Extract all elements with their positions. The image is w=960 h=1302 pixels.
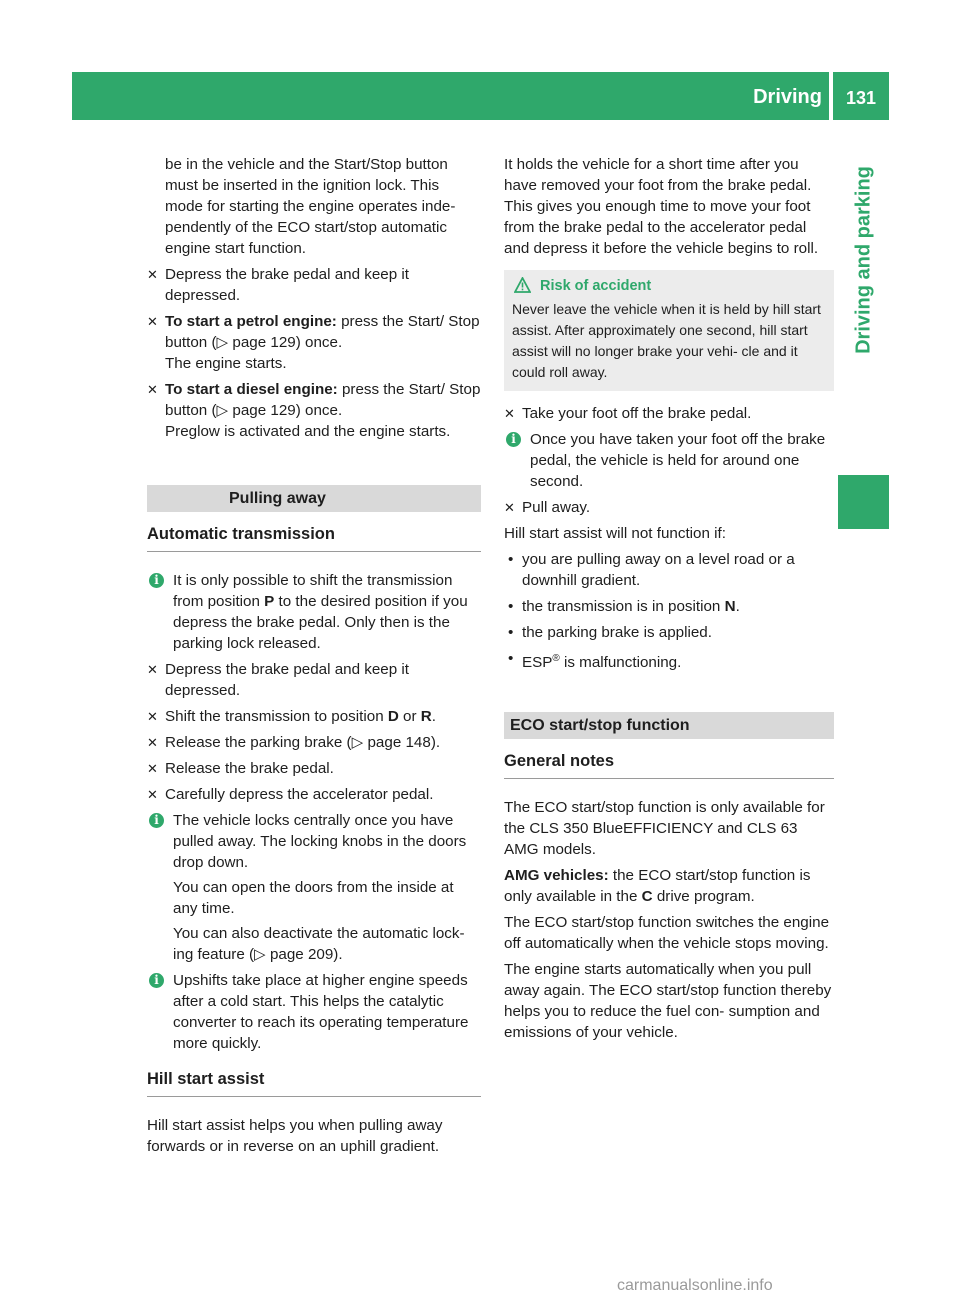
side-chapter-label: Driving and parking [852, 166, 874, 354]
step-item: ✕ Depress the brake pedal and keep it depressed. [147, 661, 410, 699]
warning-triangle-icon [514, 277, 531, 293]
subheading-hill-start-assist: Hill start assist [147, 1069, 481, 1097]
arrow-marker-icon: ✕ [147, 709, 158, 724]
step-item: ✕ Pull away. [504, 499, 591, 516]
eco-paragraph-3: The engine starts automatically when you pull away again. The ECO start/stop function thereby helps you to reduce the fuel con- sumption and emissions of your vehicle. [504, 961, 832, 1042]
subheading-general-notes: General notes [504, 751, 834, 779]
arrow-marker-icon: ✕ [147, 662, 158, 677]
hill-continuation-paragraph: It holds the vehicle for a short time after you have removed your foot from the brake pedal. This gives you enough time to move your foot from the brake pedal to the accelerator pedal and depress it before the vehicle begins to roll. [504, 156, 819, 257]
side-chapter-tab [838, 150, 889, 370]
step-item: ✕ Carefully depress the accelerator pedal. [147, 786, 434, 803]
right-column [504, 154, 834, 1048]
eco-paragraph-1: The ECO start/stop function is only available for the CLS 350 BlueEFFICIENCY and CLS 63 AMG models. [504, 799, 825, 859]
subheading-automatic-transmission: Automatic transmission [147, 524, 481, 552]
step-item: ✕ To start a diesel engine: press the Start/ Stop button (▷ page 129) once. Preglow is activated and the engine starts. [147, 381, 481, 440]
section-heading-pulling-away: Pulling away [147, 485, 481, 512]
arrow-marker-icon: ✕ [147, 314, 158, 329]
step-item: ✕ To start a petrol engine: press the Start/ Stop button (▷ page 129) once. The engine starts. [147, 313, 480, 372]
info-note: i Once you have taken your foot off the brake pedal, the vehicle is held for around one second. [504, 429, 834, 492]
info-icon: i [149, 973, 164, 988]
arrow-marker-icon: ✕ [147, 382, 158, 397]
info-icon: i [506, 432, 521, 447]
left-column [147, 154, 481, 1162]
side-marker-block [838, 475, 889, 529]
eco-paragraph-2: The ECO start/stop function switches the engine off automatically when the vehicle stops moving. [504, 914, 830, 953]
step-item: ✕ Release the brake pedal. [147, 760, 334, 777]
info-note: i It is only possible to shift the transmission from position P to the desired position if you depress the brake pedal. Only then is the parking lock released. [147, 570, 481, 654]
arrow-marker-icon: ✕ [504, 406, 515, 421]
warning-box [504, 270, 834, 391]
watermark[interactable]: carmanualsonline.info [617, 1277, 773, 1294]
bullet-item: • ESP® is malfunctioning. [508, 650, 682, 672]
amg-paragraph: AMG vehicles: the ECO start/stop function is only available in the C drive program. [504, 867, 811, 906]
arrow-marker-icon: ✕ [147, 267, 158, 282]
info-icon: i [149, 573, 164, 588]
info-note: i The vehicle locks centrally once you have pulled away. The locking knobs in the doors drop down. You can open the doors from the inside at any time. You can also deactivate the automatic lock- ing feature (▷ page 209). [147, 810, 481, 965]
step-item: ✕ Shift the transmission to position D or R. [147, 708, 436, 725]
page-number: 131 [845, 88, 877, 108]
bullet-item: • you are pulling away on a level road or a downhill gradient. [508, 551, 795, 589]
arrow-marker-icon: ✕ [147, 787, 158, 802]
arrow-marker-icon: ✕ [147, 735, 158, 750]
warning-text: Never leave the vehicle when it is held by hill start assist. After approximately one second, hill start assist will no longer brake your vehi- cle and it could roll away. [512, 301, 821, 380]
hill-start-paragraph: Hill start assist helps you when pulling away forwards or in reverse on an uphill gradient. [147, 1117, 443, 1155]
step-item: ✕ Take your foot off the brake pedal. [504, 405, 752, 422]
step-item: ✕ Depress the brake pedal and keep it depressed. [147, 266, 410, 304]
bullet-item: • the transmission is in position N. [508, 598, 740, 615]
header-divider [829, 72, 833, 120]
step-item: ✕ Release the parking brake (▷ page 148). [147, 734, 441, 751]
arrow-marker-icon: ✕ [147, 761, 158, 776]
warning-heading: Risk of accident [512, 276, 826, 297]
info-icon: i [149, 813, 164, 828]
arrow-marker-icon: ✕ [504, 500, 515, 515]
section-heading-eco: ECO start/stop function [504, 712, 834, 739]
bullet-item: • the parking brake is applied. [508, 624, 712, 641]
not-function-intro: Hill start assist will not function if: [504, 525, 726, 542]
info-note: i Upshifts take place at higher engine speeds after a cold start. This helps the catalytic converter to reach its operating temperature more quickly. [147, 970, 481, 1054]
intro-paragraph: be in the vehicle and the Start/Stop button must be inserted in the ignition lock. This mode for starting the engine operates inde- pendently of the ECO start/stop automatic engine start function. [165, 156, 456, 257]
header-title: Driving [753, 86, 822, 108]
